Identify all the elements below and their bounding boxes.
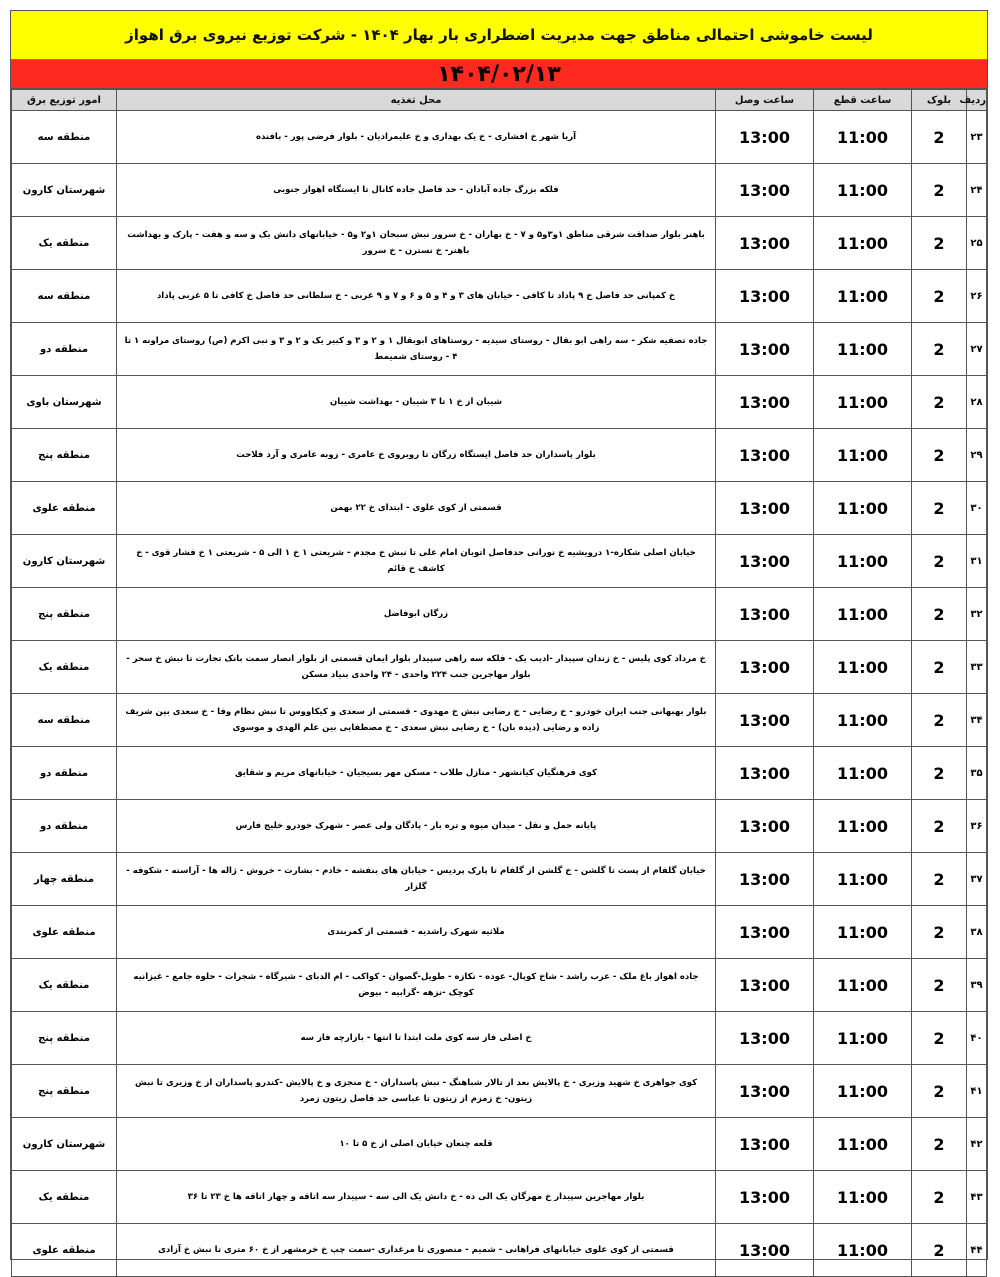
cell-area: بلوار مهاجرین سپیدار خ مهرگان یک الی ده - خ دانش یک الی سه - سپیدار سه اتاقه و چهار اتاقه ها خ ۲۳ تا ۳۶ <box>117 1171 716 1224</box>
cell-connect-time: 13:00 <box>716 1224 814 1277</box>
cell-row-number: ۴۴ <box>967 1224 987 1277</box>
table-row <box>12 482 987 535</box>
cell-connect-time: 13:00 <box>716 376 814 429</box>
table-row <box>12 429 987 482</box>
cell-connect-time: 13:00 <box>716 270 814 323</box>
cell-block: 2 <box>912 1065 967 1118</box>
cell-row-number: ۴۳ <box>967 1171 987 1224</box>
cell-cut-time: 11:00 <box>814 111 912 164</box>
table-row <box>12 800 987 853</box>
cell-connect-time: 13:00 <box>716 323 814 376</box>
table-row <box>12 111 987 164</box>
cell-row-number: ۲۹ <box>967 429 987 482</box>
cell-block: 2 <box>912 588 967 641</box>
cell-block: 2 <box>912 111 967 164</box>
cell-area: کوی جواهری خ شهید وزیری - خ پالایش بعد از تالار شباهنگ - نبش پاسداران - خ منجزی و خ پالایش -کندرو پاسداران از خ وزیری تا نبش زیتون- خ زمزم از زیتون تا عباسی حد فاصل زیتون زمرد <box>117 1065 716 1118</box>
cell-row-number: ۲۵ <box>967 217 987 270</box>
cell-connect-time: 13:00 <box>716 217 814 270</box>
cell-block: 2 <box>912 853 967 906</box>
cell-block: 2 <box>912 1012 967 1065</box>
cell-cut-time: 11:00 <box>814 164 912 217</box>
cell-area: خیابان گلفام از پست تا گلشن - خ گلشن از گلفام تا پارک پردیس - خیابان های بنفشه - خادم - بشارت - خروش - ژاله ها - آراسته - شکوفه - گلزار <box>117 853 716 906</box>
cell-block: 2 <box>912 1171 967 1224</box>
cell-office: منطقه چهار <box>12 853 117 906</box>
table-row <box>12 1118 987 1171</box>
table-body <box>12 111 987 1277</box>
cell-office: منطقه سه <box>12 694 117 747</box>
cell-cut-time: 11:00 <box>814 217 912 270</box>
cell-block: 2 <box>912 217 967 270</box>
cell-office: منطقه دو <box>12 800 117 853</box>
header-area: محل تغذیه <box>117 90 716 111</box>
table-header-row <box>12 90 987 111</box>
cell-connect-time: 13:00 <box>716 429 814 482</box>
cell-cut-time: 11:00 <box>814 1065 912 1118</box>
cell-area: جاده اهواز باغ ملک - عرب راشد - شاخ کوپال- عوده - نکازه - طویل-گصوان - کواکب - ام الدبای - شیرگاه - شجرات - حلوه جامع - غیزانیه کوچک -نزهه -گرابیه - بیوض <box>117 959 716 1012</box>
cell-office: منطقه پنج <box>12 588 117 641</box>
cell-area: قلعه چنعان خیابان اصلی از خ ۵ تا ۱۰ <box>117 1118 716 1171</box>
cell-connect-time: 13:00 <box>716 1065 814 1118</box>
table-row <box>12 270 987 323</box>
cell-row-number: ۳۷ <box>967 853 987 906</box>
cell-block: 2 <box>912 482 967 535</box>
table-row <box>12 323 987 376</box>
cell-connect-time: 13:00 <box>716 535 814 588</box>
cell-row-number: ۳۴ <box>967 694 987 747</box>
cell-block: 2 <box>912 959 967 1012</box>
table-row <box>12 747 987 800</box>
cell-connect-time: 13:00 <box>716 1118 814 1171</box>
cell-area: خ اصلی فاز سه کوی ملت ابتدا تا انتها - بازارچه فاز سه <box>117 1012 716 1065</box>
table-row <box>12 1065 987 1118</box>
table-row <box>12 853 987 906</box>
cell-row-number: ۴۰ <box>967 1012 987 1065</box>
cell-row-number: ۲۴ <box>967 164 987 217</box>
cell-row-number: ۴۲ <box>967 1118 987 1171</box>
cell-row-number: ۳۲ <box>967 588 987 641</box>
cell-cut-time: 11:00 <box>814 959 912 1012</box>
cell-block: 2 <box>912 164 967 217</box>
cell-cut-time: 11:00 <box>814 853 912 906</box>
cell-connect-time: 13:00 <box>716 641 814 694</box>
cell-row-number: ۳۰ <box>967 482 987 535</box>
header-office: امور توزیع برق <box>12 90 117 111</box>
cell-row-number: ۳۳ <box>967 641 987 694</box>
cell-office: منطقه یک <box>12 1171 117 1224</box>
cell-connect-time: 13:00 <box>716 164 814 217</box>
cell-cut-time: 11:00 <box>814 641 912 694</box>
cell-cut-time: 11:00 <box>814 429 912 482</box>
table-row <box>12 217 987 270</box>
cell-block: 2 <box>912 429 967 482</box>
header-cut-time: ساعت قطع <box>814 90 912 111</box>
cell-area: جاده تصفیه شکر - سه راهی ابو بقال - روستای سیدیه - روستاهای ابوبقال ۱ و ۲ و ۳ و کبیر یک و ۲ و ۳ و نبی اکرم (ص) روستای مراونه ۱ تا ۴ - روستای شمیمط <box>117 323 716 376</box>
cell-cut-time: 11:00 <box>814 1012 912 1065</box>
cell-row-number: ۴۱ <box>967 1065 987 1118</box>
cell-area: زرگان ابوفاضل <box>117 588 716 641</box>
cell-cut-time: 11:00 <box>814 747 912 800</box>
cell-office: منطقه دو <box>12 747 117 800</box>
cell-row-number: ۲۶ <box>967 270 987 323</box>
cell-office: شهرستان کارون <box>12 1118 117 1171</box>
cell-cut-time: 11:00 <box>814 1224 912 1277</box>
cell-office: منطقه یک <box>12 641 117 694</box>
cell-office: منطقه یک <box>12 959 117 1012</box>
cell-row-number: ۲۳ <box>967 111 987 164</box>
cell-office: منطقه پنج <box>12 429 117 482</box>
cell-area: خ کمپانی حد فاصل خ ۹ پاداد تا کافی - خیابان های ۳ و ۴ و ۵ و ۶ و ۷ و ۹ غربی - خ سلطانی حد فاصل خ کافی تا ۵ غربی پاداد <box>117 270 716 323</box>
cell-cut-time: 11:00 <box>814 376 912 429</box>
cell-office: منطقه سه <box>12 270 117 323</box>
cell-area: فلکه بزرگ جاده آبادان - حد فاصل جاده کانال تا ایستگاه اهواز جنوبی <box>117 164 716 217</box>
cell-row-number: ۳۱ <box>967 535 987 588</box>
cell-block: 2 <box>912 641 967 694</box>
cell-cut-time: 11:00 <box>814 588 912 641</box>
cell-block: 2 <box>912 747 967 800</box>
cell-row-number: ۲۸ <box>967 376 987 429</box>
cell-row-number: ۳۹ <box>967 959 987 1012</box>
cell-block: 2 <box>912 1118 967 1171</box>
cell-office: منطقه علوی <box>12 1224 117 1277</box>
cell-cut-time: 11:00 <box>814 270 912 323</box>
cell-area: خیابان اصلی شکاره-۱ درویشیه خ نورانی حدفاصل اتوبان امام علی تا نبش خ مجدم - شریعتی ۱ خ ۱ الی ۵ - شریعتی ۱ خ فشار قوی - خ کاشف خ قائم <box>117 535 716 588</box>
cell-office: منطقه سه <box>12 111 117 164</box>
cell-row-number: ۳۵ <box>967 747 987 800</box>
table-row <box>12 906 987 959</box>
cell-row-number: ۳۶ <box>967 800 987 853</box>
cell-block: 2 <box>912 1224 967 1277</box>
table-row <box>12 1224 987 1277</box>
cell-connect-time: 13:00 <box>716 694 814 747</box>
cell-area: بلوار پاسداران حد فاصل ایستگاه زرگان تا روبروی خ عامری - زوبه عامری و آرد فلاحت <box>117 429 716 482</box>
cell-office: منطقه پنج <box>12 1012 117 1065</box>
table-row <box>12 959 987 1012</box>
sheet-title: لیست خاموشی احتمالی مناطق جهت مدیریت اضطراری بار بهار ۱۴۰۴ - شرکت توزیع نیروی برق اهواز <box>11 11 987 60</box>
table-row <box>12 164 987 217</box>
cell-connect-time: 13:00 <box>716 1012 814 1065</box>
cell-office: منطقه دو <box>12 323 117 376</box>
cell-area: قسمتی از کوی علوی - ابتدای خ ۲۲ بهمن <box>117 482 716 535</box>
cell-office: منطقه علوی <box>12 906 117 959</box>
cell-connect-time: 13:00 <box>716 111 814 164</box>
cell-area: بلوار بهبهانی جنب ایران خودرو - خ رضایی - خ رضایی نبش خ مهدوی - قسمتی از سعدی و کیکاووس تا نبش نظام وفا - خ سعدی بین شریف زاده و رضایی (دیده بان) - خ رضایی نبش سعدی - خ مصطفایی بین علم الهدی و موسوی <box>117 694 716 747</box>
cell-cut-time: 11:00 <box>814 906 912 959</box>
cell-row-number: ۳۸ <box>967 906 987 959</box>
cell-area: باهنر بلوار صداقت شرقی مناطق ۱و۳و۵ و ۷ - خ بهاران - خ سرور نبش سبحان ۱و۲ و۵ - خیابانهای دانش یک و سه و هفت - پارک و بهداشت باهنر- خ نسترن - خ سرور <box>117 217 716 270</box>
cell-area: قسمتی از کوی علوی خیابانهای فراهانی - شمیم - منصوری تا مرغداری -سمت چپ خ خرمشهر از خ ۶۰ متری تا نبش خ آزادی <box>117 1224 716 1277</box>
cell-cut-time: 11:00 <box>814 482 912 535</box>
cell-block: 2 <box>912 906 967 959</box>
table-row <box>12 535 987 588</box>
table-row <box>12 376 987 429</box>
table-row <box>12 1171 987 1224</box>
cell-area: پایانه حمل و نقل - میدان میوه و تره بار - پادگان ولی عصر - شهرک خودرو خلیج فارس <box>117 800 716 853</box>
cell-cut-time: 11:00 <box>814 694 912 747</box>
cell-connect-time: 13:00 <box>716 588 814 641</box>
cell-area: آریا شهر خ افشاری - خ یک بهداری و خ علیمرادیان - بلوار فرضی پور - بافنده <box>117 111 716 164</box>
header-connect-time: ساعت وصل <box>716 90 814 111</box>
outage-table <box>11 89 987 1277</box>
cell-connect-time: 13:00 <box>716 482 814 535</box>
cell-area: شیبان از خ ۱ تا ۳ شیبان - بهداشت شیبان <box>117 376 716 429</box>
table-row <box>12 588 987 641</box>
cell-cut-time: 11:00 <box>814 1118 912 1171</box>
sheet-date: ۱۴۰۴/۰۲/۱۳ <box>11 60 987 89</box>
cell-office: شهرستان کارون <box>12 164 117 217</box>
cell-block: 2 <box>912 270 967 323</box>
cell-block: 2 <box>912 323 967 376</box>
table-row <box>12 694 987 747</box>
cell-connect-time: 13:00 <box>716 959 814 1012</box>
cell-connect-time: 13:00 <box>716 853 814 906</box>
cell-cut-time: 11:00 <box>814 1171 912 1224</box>
cell-block: 2 <box>912 800 967 853</box>
cell-office: شهرستان باوی <box>12 376 117 429</box>
cell-cut-time: 11:00 <box>814 535 912 588</box>
cell-block: 2 <box>912 376 967 429</box>
header-row-number: ردیف <box>967 90 987 111</box>
cell-office: منطقه یک <box>12 217 117 270</box>
cell-row-number: ۲۷ <box>967 323 987 376</box>
cell-office: منطقه علوی <box>12 482 117 535</box>
cell-cut-time: 11:00 <box>814 800 912 853</box>
header-block: بلوک <box>912 90 967 111</box>
cell-area: خ مرداد کوی پلیس - خ زندان سپیدار -ادیب یک - فلکه سه راهی سپیدار بلوار ایمان قسمتی از بلوار انصار سمت بانک تجارت تا نبش خ سحر - بلوار مهاجرین جنب ۲۲۴ واحدی - ۲۴ واحدی بنیاد مسکن <box>117 641 716 694</box>
cell-connect-time: 13:00 <box>716 1171 814 1224</box>
table-row <box>12 641 987 694</box>
outage-sheet <box>10 10 988 1260</box>
cell-block: 2 <box>912 535 967 588</box>
cell-connect-time: 13:00 <box>716 906 814 959</box>
cell-area: کوی فرهنگیان کیانشهر - منازل طلاب - مسکن مهر بسیجیان - خیابانهای مریم و شقایق <box>117 747 716 800</box>
cell-connect-time: 13:00 <box>716 800 814 853</box>
cell-area: ملاثیه شهرک راشدیه - قسمتی از کمربندی <box>117 906 716 959</box>
cell-office: منطقه پنج <box>12 1065 117 1118</box>
cell-block: 2 <box>912 694 967 747</box>
cell-connect-time: 13:00 <box>716 747 814 800</box>
table-row <box>12 1012 987 1065</box>
cell-cut-time: 11:00 <box>814 323 912 376</box>
cell-office: شهرستان کارون <box>12 535 117 588</box>
